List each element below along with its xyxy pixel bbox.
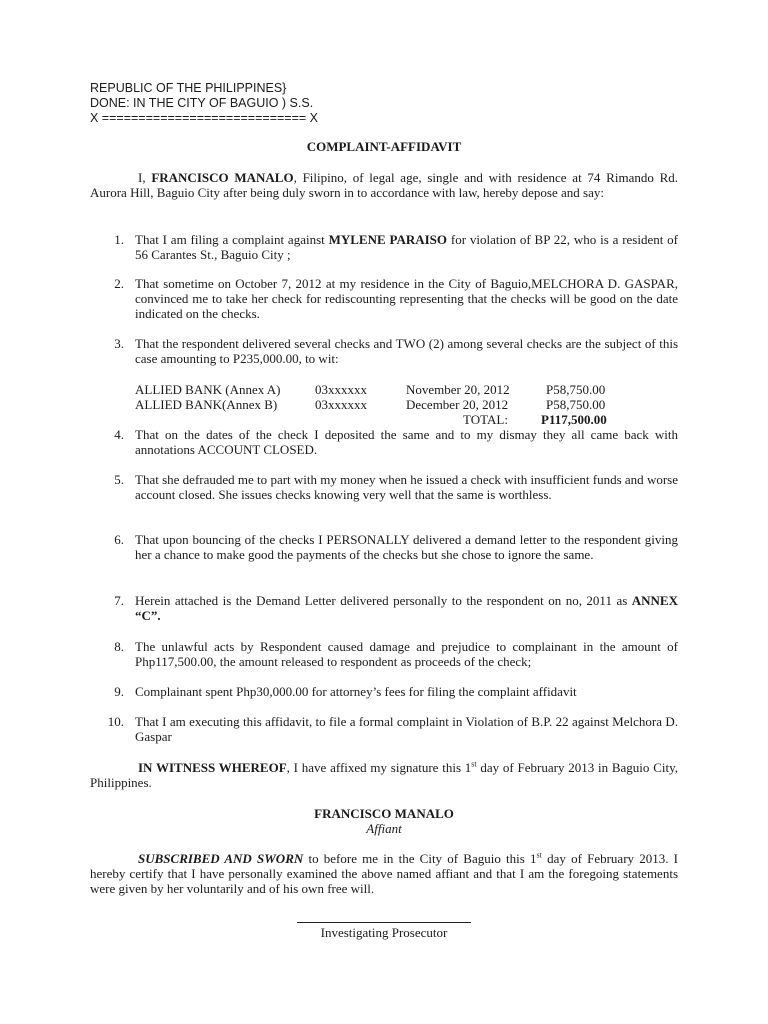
check-number: 03xxxxxx <box>315 382 367 397</box>
item-text: That I am executing this affidavit, to file a formal complaint in Violation of B.P. 22 against Melchora D. Gaspar <box>135 714 678 744</box>
item-number: 8. <box>114 639 124 654</box>
witness-heading: IN WITNESS WHEREOF <box>138 760 287 775</box>
item-text: Complainant spent Php30,000.00 for attorney’s fees for filing the complaint affidavit <box>135 684 577 699</box>
item-number: 4. <box>114 427 124 442</box>
check-bank: ALLIED BANK(Annex B) <box>135 397 278 412</box>
signatory-name: FRANCISCO MANALO <box>314 806 454 821</box>
item-number: 6. <box>114 532 124 547</box>
item-number: 10. <box>107 714 124 729</box>
check-date: November 20, 2012 <box>406 382 510 397</box>
signatory-role: Affiant <box>366 821 402 836</box>
signature-line <box>297 922 471 923</box>
witness-paragraph: IN WITNESS WHEREOF, I have affixed my signature this 1st day of February 2013 in Baguio City, Philippines. <box>90 759 678 790</box>
intro-text-b: , Filipino, of legal age, single and with residence at 74 Rimando Rd. Aurora Hill, Baguio City after being duly sworn in to accordance with law, hereby depose and say: <box>90 170 678 200</box>
item-text: The unlawful acts by Respondent caused damage and prejudice to complainant in the amount of Php117,500.00, the amount released to respondent as proceeds of the check; <box>135 639 678 669</box>
total-label: TOTAL: <box>463 412 508 427</box>
item-number: 9. <box>114 684 124 699</box>
item-number: 3. <box>114 336 124 351</box>
total-amount: P117,500.00 <box>541 412 607 427</box>
check-amount: P58,750.00 <box>546 382 606 397</box>
header-venue: DONE: IN THE CITY OF BAGUIO ) S.S. <box>90 96 314 110</box>
affiant-name: FRANCISCO MANALO <box>151 170 294 185</box>
item-number: 7. <box>114 593 124 608</box>
item-text: That sometime on October 7, 2012 at my residence in the City of Baguio,MELCHORA D. GASPAR, convinced me to take her check for rediscounting representing that the checks will be good on the date indicated on the checks. <box>135 276 678 321</box>
header-republic: REPUBLIC OF THE PHILIPPINES} <box>90 81 287 95</box>
check-number: 03xxxxxx <box>315 397 367 412</box>
jurat-heading: SUBSCRIBED AND SWORN <box>138 851 304 866</box>
item-text: That upon bouncing of the checks I PERSONALLY delivered a demand letter to the respondent giving her a chance to make good the payments of the checks but she chose to ignore the same. <box>135 532 678 562</box>
prosecutor-label: Investigating Prosecutor <box>320 925 448 940</box>
item-text: That she defrauded me to part with my money when he issued a check with insufficient funds and worse account closed. She issues checks knowing very well that the same is worthless. <box>135 472 678 502</box>
header-separator: X ============================ X <box>90 111 319 125</box>
jurat-paragraph: SUBSCRIBED AND SWORN to before me in the City of Baguio this 1st day of February 2013. I hereby certify that I have personally examined the above named affiant and that I am the foregoing statements were given by her voluntarily and of his own free will. <box>90 850 679 896</box>
item-text: That on the dates of the check I deposited the same and to my dismay they all came back with annotations ACCOUNT CLOSED. <box>135 427 678 457</box>
item-number: 2. <box>114 276 124 291</box>
annex-label: ANNEX “C”. <box>135 593 678 623</box>
item-text: That I am filing a complaint against MYLENE PARAISO for violation of BP 22, who is a resident of 56 Carantes St., Baguio City ; <box>135 232 679 262</box>
item-text: Herein attached is the Demand Letter delivered personally to the respondent on no, 2011 as ANNEX “C”. <box>135 593 678 623</box>
item-number: 5. <box>114 472 124 487</box>
respondent-name: MYLENE PARAISO <box>328 232 448 247</box>
intro-paragraph <box>90 170 678 200</box>
document-title: COMPLAINT-AFFIDAVIT <box>306 139 462 154</box>
item-number: 1. <box>114 232 124 247</box>
item-text: That the respondent delivered several checks and TWO (2) among several checks are the subject of this case amounting to P235,000.00, to wit: <box>135 336 678 366</box>
check-amount: P58,750.00 <box>546 397 606 412</box>
intro-text-a: I, <box>138 170 152 185</box>
check-date: December 20, 2012 <box>406 397 509 412</box>
check-bank: ALLIED BANK (Annex A) <box>135 382 281 397</box>
